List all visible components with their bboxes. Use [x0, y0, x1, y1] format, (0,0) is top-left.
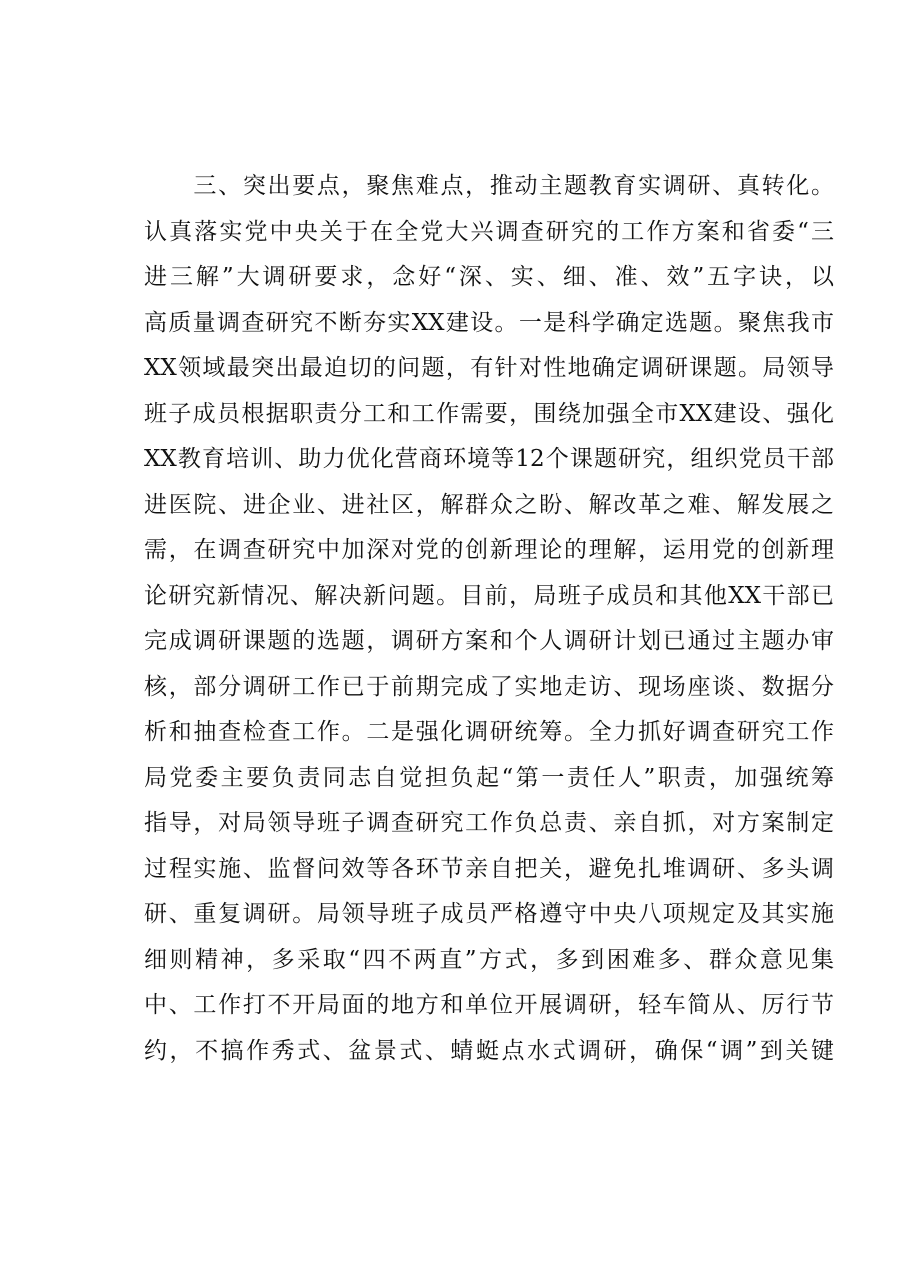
paragraph-line: 需，在调查研究中加深对党的创新理论的理解，运用党的创新理	[144, 537, 834, 563]
paragraph-line: 过程实施、监督问效等各环节亲自把关，避免扎堆调研、多头调	[144, 855, 834, 882]
paragraph-line: 认真落实党中央关于在全党大兴调查研究的工作方案和省委“三	[144, 218, 834, 245]
paragraph-line: 核，部分调研工作已于前期完成了实地走访、现场座谈、数据分	[144, 673, 834, 700]
paragraph-line: 班子成员根据职责分工和工作需要，围绕加强全市XX建设、强化	[144, 400, 834, 427]
paragraph-line: 指导，对局领导班子调查研究工作负总责、亲自抓，对方案制定	[144, 810, 834, 836]
paragraph-line: XX教育培训、助力优化营商环境等12个课题研究，组织党员干部	[144, 446, 834, 472]
paragraph-line: 三、突出要点，聚焦难点，推动主题教育实调研、真转化。	[144, 173, 834, 199]
paragraph-line: 进三解”大调研要求，念好“深、实、细、准、效”五字诀，以	[144, 264, 834, 290]
paragraph-line: 完成调研课题的选题，调研方案和个人调研计划已通过主题办审	[144, 628, 834, 654]
paragraph-line: 局党委主要负责同志自觉担负起“第一责任人”职责，加强统筹	[144, 764, 834, 791]
paragraph-line: 高质量调查研究不断夯实XX建设。一是科学确定选题。聚焦我市	[144, 309, 834, 336]
paragraph-line: 中、工作打不开局面的地方和单位开展调研，轻车简从、厉行节	[144, 992, 834, 1018]
paragraph-line: 约，不搞作秀式、盆景式、蜻蜓点水式调研，确保“调”到关键	[144, 1037, 834, 1064]
paragraph-line: 进医院、进企业、进社区，解群众之盼、解改革之难、解发展之	[144, 491, 834, 518]
paragraph-line: 研、重复调研。局领导班子成员严格遵守中央八项规定及其实施	[144, 901, 834, 927]
paragraph-line: XX领域最突出最迫切的问题，有针对性地确定调研课题。局领导	[144, 355, 834, 381]
paragraph-line: 细则精神，多采取“四不两直”方式，多到困难多、群众意见集	[144, 946, 834, 973]
body-paragraph	[144, 164, 834, 1074]
paragraph-line: 论研究新情况、解决新问题。目前，局班子成员和其他XX干部已	[144, 582, 834, 609]
paragraph-line: 析和抽查检查工作。二是强化调研统筹。全力抓好调查研究工作	[144, 719, 834, 745]
